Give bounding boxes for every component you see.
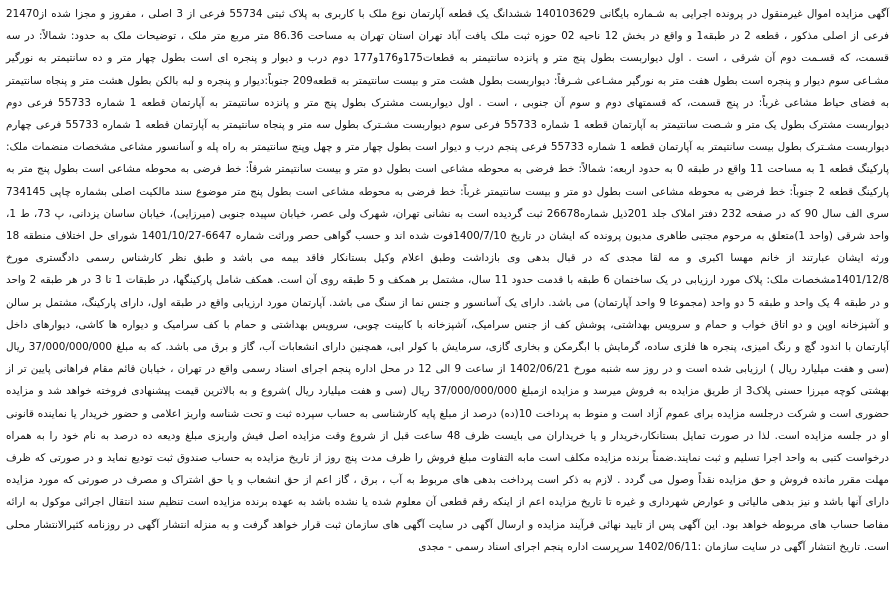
auction-notice-text: آگهی مزایده اموال غیرمنقول در پرونده اجرایی به شـماره بایگانی 140103629 ششدانگ یک قطعه آپارتمان نوع ملک با کاربری به پلاک ثبتی 55734 فرعی از 3 اصلی ، مفروز و مجزا شده از21470 فرعی از اصلی مذکور ، قطعه 2 در طبقه1 و واقع در بخش 12 ناحیه 02 حوزه ثبت ملک یافت آباد تهران استان تهران به مساحت 86.36 متر مربع متر ملک ، توضیحات ملک به حدود: شمالاً: در سه قسمت، که قسـمت دوم آن شرقی ، است . اول دیواربست بطول پنج متر و پانزده سانتیمتر به قطعات175و176و177 دوم درب و دیوار و پنجره ای است بطول چهار متر و ده سانتیمتر به نورگیر مشـاعی سوم دیوار و پنجره است بطول هفت متر به نورگیر مشـاعی شـرقاً: دیواربست بطول هشت متر و بیست سانتیمتر به قطعه209 جنوباً:دیوار و پنجره و لبه بالکن بطول هشت متر و پنجاه سانتیمتر به فضای حیاط مشاعی غرباً: در پنج قسمت، که قسمتهای دوم و سوم آن جنوبی ، است . اول دیواربست مشترک بطول پنج متر و پانزده سانتیمتر به آپارتمان قطعه 1 شماره 55733 فرعی دوم دیواربست مشترک بطول یک متر و شـصت سانتیمتر به آپارتمان قطعه 1 شماره 55733 فرعی سوم دیواربست مشـترک بطول سه متر و پنجاه سانتیمتر به آپارتمان قطعه 1 شماره 55733 فرعی چهارم دیواربست مشـترک بطول بیست سانتیمتر به آپارتمان قطعه 1 شماره 55733 فرعی پنجم درب و دیوار است بطول چهار متر و چهل وپنج سانتیمتر به راه پله و آسانسور مشاعی مشخصات منضمات ملک: پارکینگ قطعه 1 به مساحت 11 واقع در طبقه 0 به حدود اربعه: شمالاً: خط فرضی به محوطه مشاعی است بطول دو متر و بیست سانتیمتر شرقاً: خط فرضی به محوطه مشاعی است بطول پنج متر به پارکینگ قطعه 2 جنوباً: خط فرضی به محوطه مشاعی است بطول دو متر و بیست سانتیمتر غرباً: خط فرضی به محوطه مشاعی است بطول پنج متر موضوع سند مالکیت اصلی بشماره چاپی 734145 سری الف سال 90 که در صفحه 232 دفتر املاک جلد 201ذیل شماره26678 ثبت گردیده است به نشانی تهران، شهرک ولی عصر، خیابان سپیده جنوبی (میرزایی)، خیابان ساسان یزدانی، پ 73، ط 1، واحد شرقی (واحد 1)متعلق به مرحوم مجتبی طاهری مدیون پرونده که ایشان در تاریخ 1400/7/10فوت شده اند و حسب گواهی حصر وراثت شماره 6647-1401/10/27 شورای حل اختلاف منطقه 18 ورثه ایشان عبارتند از خانم مهسا اکبری و مه لقا مجدی که در قبال بدهی وی بازداشت وطبق اعلام وکیل بستانکار فاقد بیمه می باشد و طبق نظر کارشناس رسمی دادگستری مورخ 1401/12/8مشخصات ملک: پلاک مورد ارزیابی در یک ساختمان 6 طبقه با قدمت حدود 11 سال، مشتمل بر همکف و 5 طبقه روی آن است. همکف شامل پارکینگها، در طبقات 1 تا 3 در هر طبقه 2 واحد و در طبقه 4 یک واحد و طبقه 5 دو واحد (مجموعا 9 واحد آپارتمان) می باشد. دارای یک آسانسور و جنس نما از سنگ می باشد. آپارتمان مورد ارزیابی واقع در طبقه اول، دارای پارکینگ، مشتمل بر سالن و آشپزخانه اوپن و دو اتاق خواب و حمام و سرویس بهداشتی، پوشش کف از جنس سرامیک، آشپزخانه با کابینت چوبی، سرویس بهداشتی و حمام با کف سرامیک و دیواره ها کاشی، دیوارهای داخل آپارتمان با اندود گچ و رنگ امیزی، پنجره ها فلزی ساده، گرمایش با ابگرمکن و بخاری گازی، سرمایش با کولر ابی، همچنین دارای انشعابات آب، گاز و برق می باشد. که به مبلغ 37/000/000/000 ریال (سی و هفت میلیارد ریال ) ارزیابی شده است و در روز سه شنبه مورخ 1402/06/21 از ساعت 9 الی 12 در محل اداره پنجم اجرای اسناد رسمی واقع در تهران ، خیابان قائم مقام فراهانی پایین تر از بهشتی کوچه میرزا حسنی پلاک3 از طریق مزایده به فروش میرسد و مزایده ازمبلغ 37/000/000/000 ریال (سی و هفت میلیارد ریال )شروع و به بالاترین قیمت پیشنهادی فروخته خواهد شد و مزایده حضوری است و شرکت درجلسه مزایده برای عموم آزاد است و منوط به پرداخت 10(ده) درصد از مبلغ پایه کارشناسی به حساب سپرده ثبت و تحت شناسه واریز اعلامی و حضور خریدار یا نماینده قانونی او در جلسه مزایده است. لذا در صورت تمایل بستانکار،خریدار و یا خریداران می بایست ظرف 48 ساعت قبل از شروع وقت مزایده اصل فیش واریزی مبلغ ودیعه ده درصد به نام خود را به همراه درخواست کتبی به واحد اجرا تسلیم و ثبت نمایند.ضمناً برنده مزایده مکلف است مابه التفاوت مبلغ فروش را ظرف مدت پنج روز از تاریخ مزایده به حساب صندوق ثبت تودیع نماید و در صورتی که ظرف مهلت مقرر مانده فروش و حق مزایده نقداً وصول می گردد . لازم به ذکر است پرداخت بدهی های مربوط به آب ، برق ، گاز اعم از حق انشعاب و یا حق اشتراک و مصرف در صورتی که مورد مزایده دارای آنها باشد و نیز بدهی مالیاتی و عوارض شهرداری و غیره تا تاریخ مزایده اعم از اینکه رقم قطعی آن معلوم شده یا نشده باشد به عهده برنده مزایده است تنظیم سند انتقال اجرائی موکول به ارائه مفاصا حساب های مربوطه خواهد بود. این آگهی پس از تایید نهائی فرآیند مزایده و ارسال آگهی در سایت آگهی های سازمان ثبت قرار خواهد گرفت و به منزله انتشار آگهی در روزنامه کثیرالانتشار محلی است. تاریخ انتشار آگهی در سایت سازمان :1402/06/11 سرپرست اداره پنجم اجرای اسناد رسمی - مجدی xyxy=(6,8,890,553)
